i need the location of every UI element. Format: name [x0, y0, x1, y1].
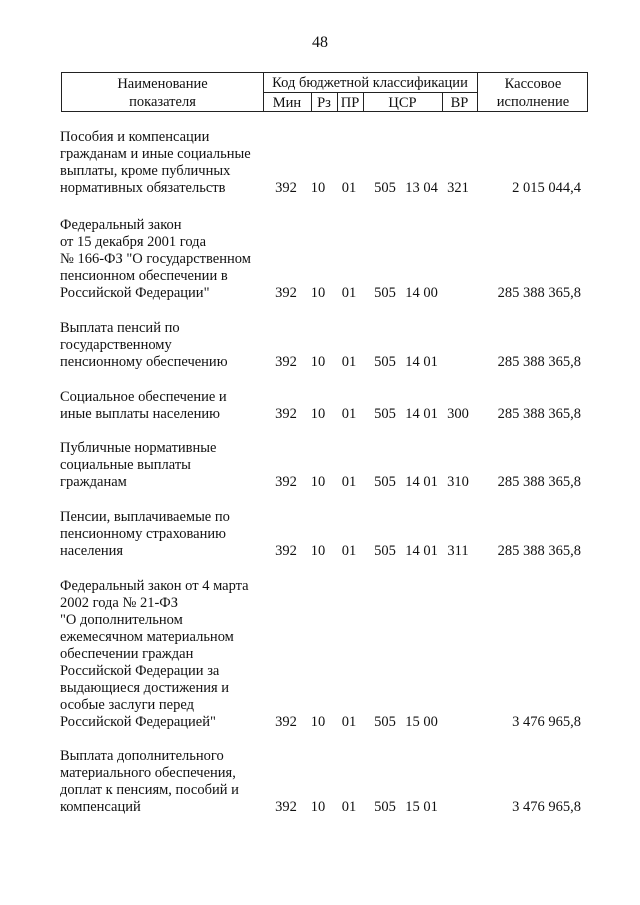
row-rz: 10 [310, 180, 326, 196]
row-pr: 01 [341, 799, 357, 815]
row-name-line: Федеральный закон [60, 217, 182, 233]
row-name-line: социальные выплаты [60, 457, 191, 473]
row-vr: 311 [447, 543, 469, 559]
header-code-group: Код бюджетной классификации [272, 75, 468, 91]
row-pr: 01 [341, 474, 357, 490]
row-name-line: доплат к пенсиям, пособий и [60, 782, 239, 798]
row-min: 392 [275, 543, 297, 559]
row-name-line: Публичные нормативные [60, 440, 217, 456]
row-vr: 321 [447, 180, 469, 196]
row-amount: 2 015 044,4 [512, 180, 581, 196]
row-name [60, 320, 270, 371]
header-min: Мин [272, 95, 302, 111]
row-name-line: Выплата дополнительного [60, 748, 224, 764]
row-name [60, 129, 270, 197]
row-min: 392 [275, 474, 297, 490]
row-name-line: Социальное обеспечение и [60, 389, 227, 405]
row-min: 392 [275, 406, 297, 422]
row-name-line: пенсионному обеспечению [60, 354, 228, 370]
row-name-line: компенсаций [60, 799, 141, 815]
row-vr: 310 [447, 474, 469, 490]
row-name [60, 748, 270, 816]
header-divider [263, 92, 477, 93]
row-min: 392 [275, 714, 297, 730]
row-amount: 285 388 365,8 [497, 406, 581, 422]
row-name-line: государственному [60, 337, 172, 353]
row-name-line: Российской Федерацией" [60, 714, 216, 730]
row-min: 392 [275, 285, 297, 301]
row-rz: 10 [310, 354, 326, 370]
row-name-line: Пособия и компенсации [60, 129, 210, 145]
row-amount: 285 388 365,8 [497, 543, 581, 559]
header-pr: ПР [340, 95, 360, 111]
row-min: 392 [275, 799, 297, 815]
row-name-line: населения [60, 543, 124, 559]
row-name-line: "О дополнительном [60, 612, 183, 628]
header-name-line2: показателя [129, 94, 196, 110]
row-csr2: 14 01 [405, 474, 438, 490]
row-name-line: выплаты, кроме публичных [60, 163, 231, 179]
row-pr: 01 [341, 354, 357, 370]
row-pr: 01 [341, 406, 357, 422]
row-csr1: 505 [374, 799, 396, 815]
row-csr2: 14 00 [405, 285, 438, 301]
row-amount: 3 476 965,8 [512, 799, 581, 815]
row-amount: 285 388 365,8 [497, 474, 581, 490]
row-name-line: гражданам [60, 474, 127, 490]
row-name-line: Федеральный закон от 4 марта [60, 578, 249, 594]
row-csr1: 505 [374, 474, 396, 490]
row-pr: 01 [341, 543, 357, 559]
header-rz: Рз [317, 95, 331, 111]
row-name-line: пенсионном обеспечении в [60, 268, 228, 284]
header-name-line1: Наименование [117, 76, 208, 92]
row-name-line: Российской Федерации" [60, 285, 210, 301]
row-rz: 10 [310, 714, 326, 730]
row-csr2: 15 01 [405, 799, 438, 815]
row-rz: 10 [310, 285, 326, 301]
row-rz: 10 [310, 543, 326, 559]
page-number: 48 [312, 34, 328, 51]
row-pr: 01 [341, 285, 357, 301]
row-name-line: 2002 года № 21-ФЗ [60, 595, 178, 611]
row-csr2: 15 00 [405, 714, 438, 730]
row-name-line: обеспечении граждан [60, 646, 194, 662]
row-name [60, 389, 270, 423]
row-csr2: 14 01 [405, 543, 438, 559]
row-name-line: материального обеспечения, [60, 765, 236, 781]
row-amount: 285 388 365,8 [497, 354, 581, 370]
row-csr1: 505 [374, 180, 396, 196]
row-pr: 01 [341, 714, 357, 730]
row-name-line: № 166-ФЗ "О государственном [60, 251, 251, 267]
row-csr1: 505 [374, 543, 396, 559]
row-csr2: 14 01 [405, 354, 438, 370]
row-rz: 10 [310, 474, 326, 490]
row-name-line: особые заслуги перед [60, 697, 194, 713]
row-csr1: 505 [374, 285, 396, 301]
row-name [60, 578, 270, 731]
row-pr: 01 [341, 180, 357, 196]
row-name [60, 217, 270, 302]
row-csr1: 505 [374, 354, 396, 370]
row-name-line: гражданам и иные социальные [60, 146, 251, 162]
row-csr1: 505 [374, 714, 396, 730]
row-min: 392 [275, 180, 297, 196]
header-exec-line2: исполнение [496, 94, 570, 110]
row-name-line: от 15 декабря 2001 года [60, 234, 206, 250]
row-name-line: ежемесячном материальном [60, 629, 234, 645]
row-amount: 3 476 965,8 [512, 714, 581, 730]
row-name-line: нормативных обязательств [60, 180, 226, 196]
row-csr2: 13 04 [405, 180, 438, 196]
row-name-line: пенсионному страхованию [60, 526, 226, 542]
row-name [60, 440, 270, 491]
row-min: 392 [275, 354, 297, 370]
row-name-line: иные выплаты населению [60, 406, 220, 422]
header-csr: ЦСР [388, 95, 417, 111]
row-name-line: Пенсии, выплачиваемые по [60, 509, 230, 525]
row-rz: 10 [310, 799, 326, 815]
row-csr2: 14 01 [405, 406, 438, 422]
row-name-line: Выплата пенсий по [60, 320, 180, 336]
row-name [60, 509, 270, 560]
header-exec-line1: Кассовое [504, 76, 562, 92]
row-amount: 285 388 365,8 [497, 285, 581, 301]
table-header [61, 72, 588, 112]
row-name-line: Российской Федерации за [60, 663, 220, 679]
row-name-line: выдающиеся достижения и [60, 680, 230, 696]
row-vr: 300 [447, 406, 469, 422]
row-csr1: 505 [374, 406, 396, 422]
row-rz: 10 [310, 406, 326, 422]
header-vr: ВР [450, 95, 469, 111]
